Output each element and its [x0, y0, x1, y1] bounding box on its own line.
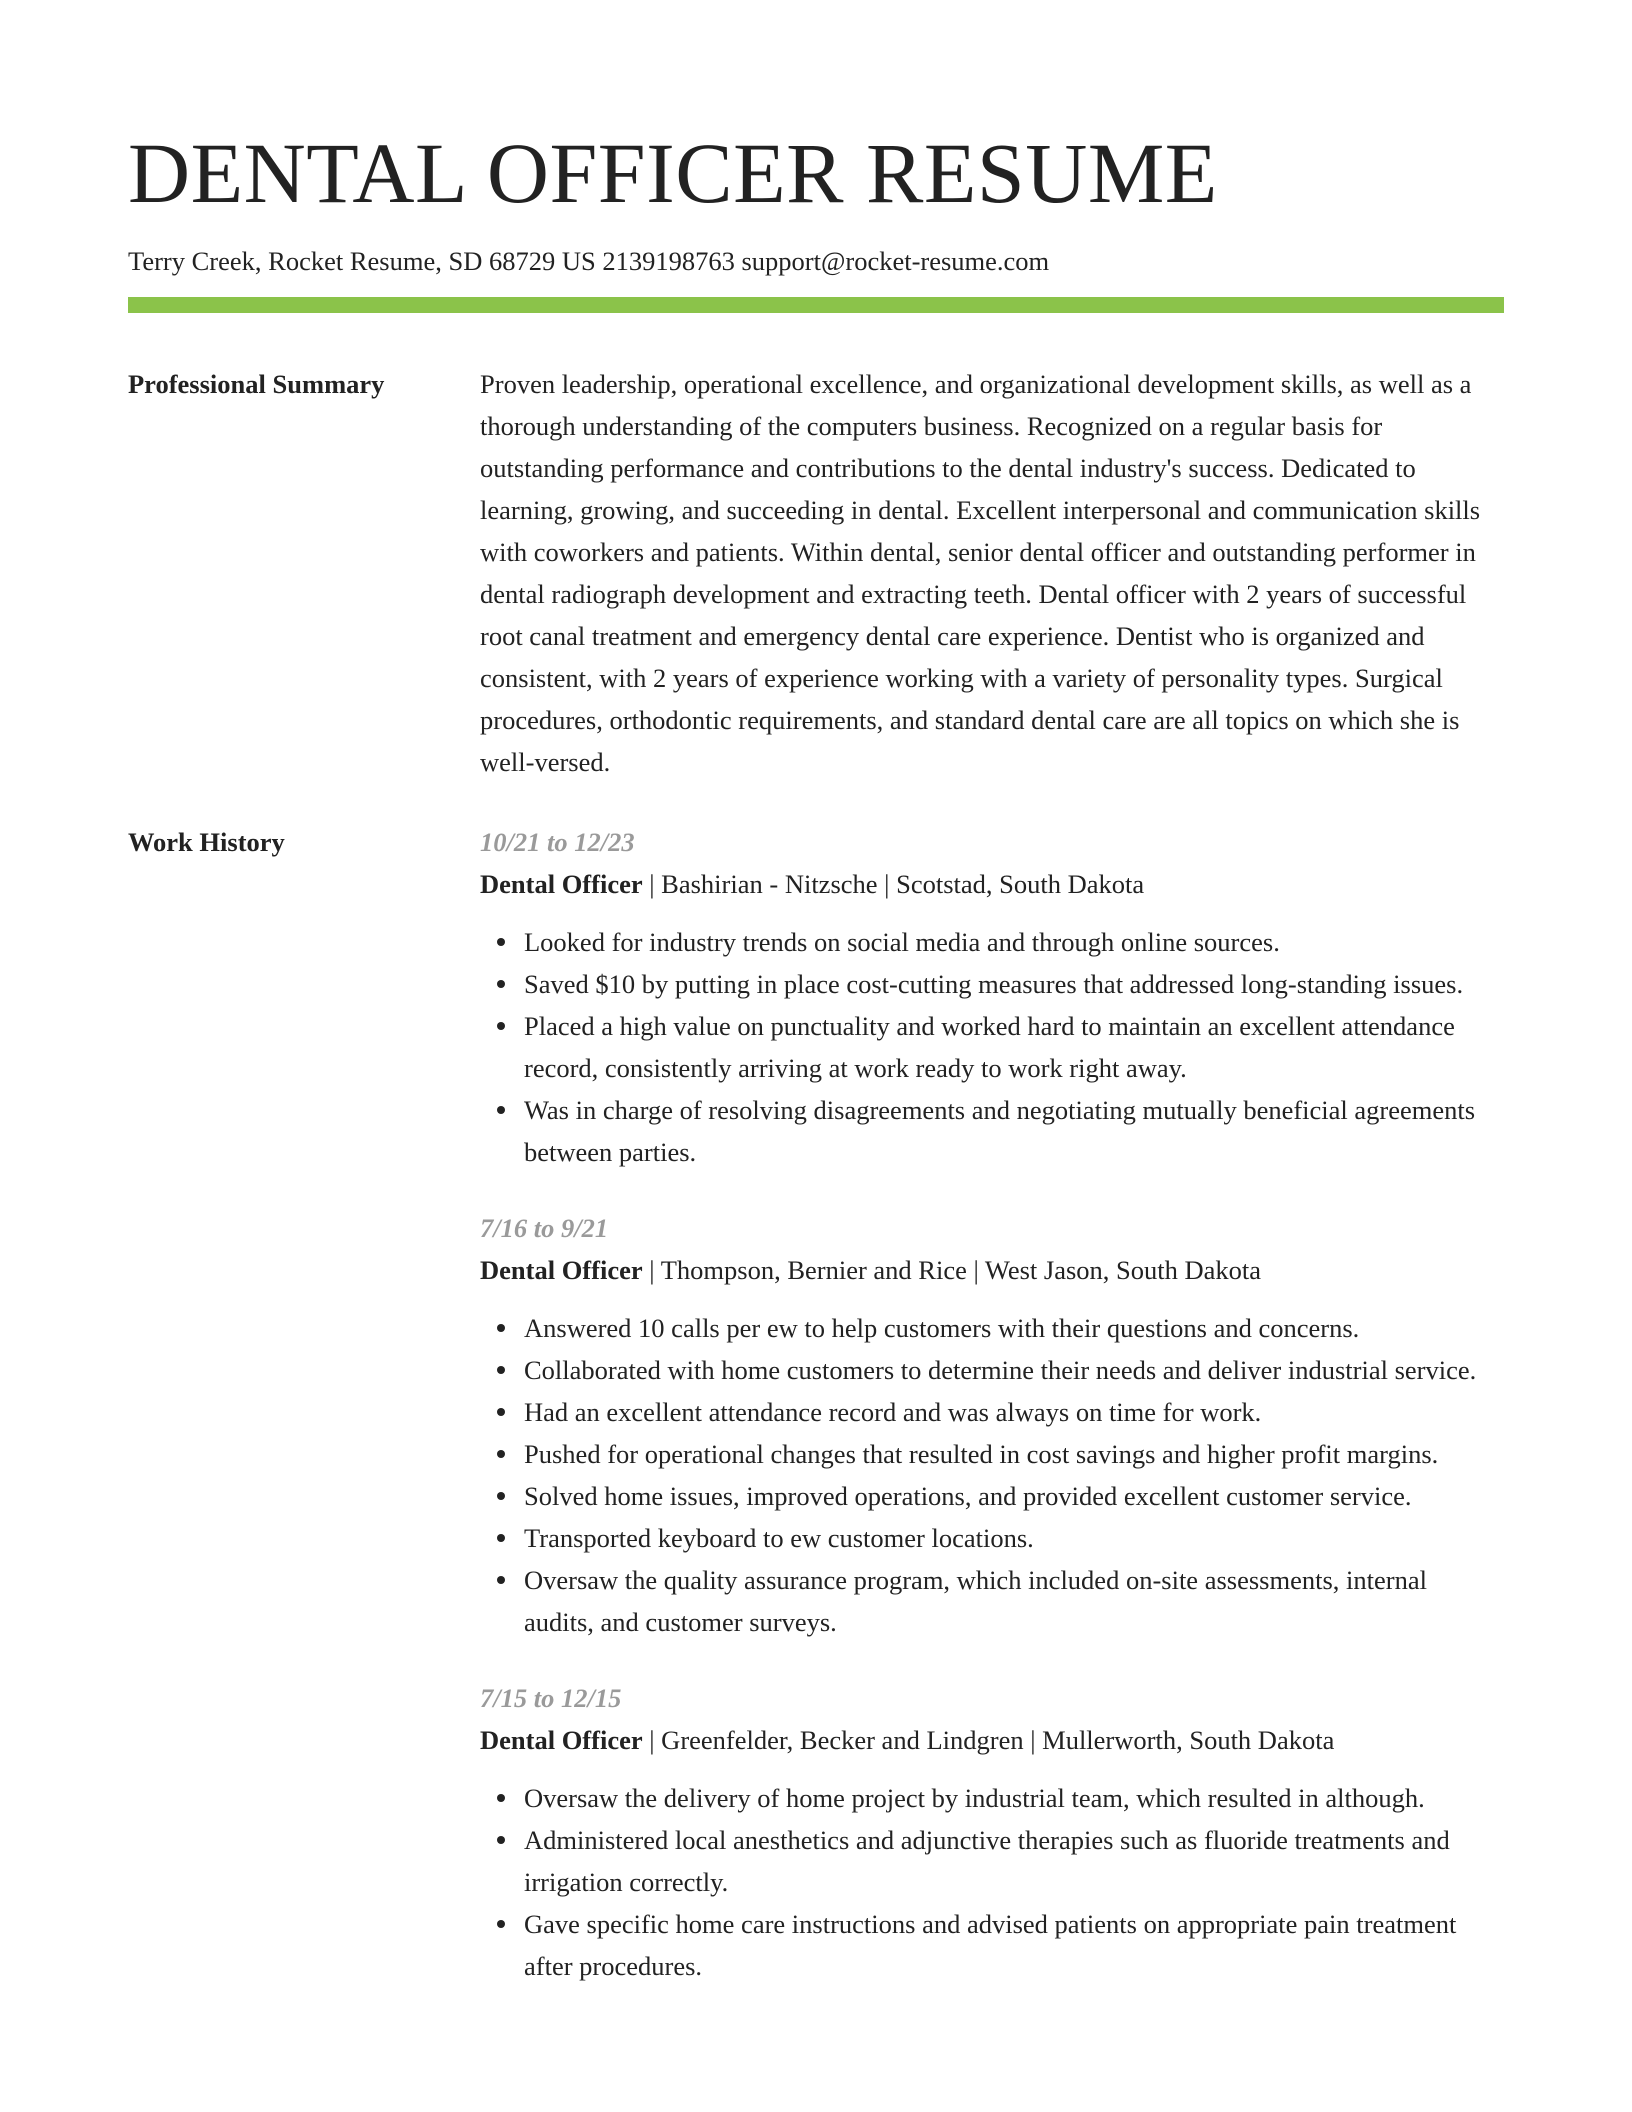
job-details: | Thompson, Bernier and Rice | West Jason, South Dakota: [642, 1255, 1262, 1285]
job-title: Dental Officer: [480, 1255, 643, 1285]
job-bullets: [480, 1777, 1504, 1987]
summary-body: [480, 363, 1504, 783]
job-title: Dental Officer: [480, 869, 643, 899]
job-heading: [480, 1249, 1504, 1291]
job-bullet: Placed a high value on punctuality and worked hard to maintain an excellent attendance record, consistently arriving at work ready to work right away.: [524, 1005, 1504, 1089]
contact-info: Terry Creek, Rocket Resume, SD 68729 US 2139198763 support@rocket-resume.com: [128, 246, 1050, 276]
summary-text: Proven leadership, operational excellence, and organizational development skills, as well as a thorough understanding of the computers business. Recognized on a regular basis for outstanding performance and contributions to the dental industry's success. Dedicated to learning, growing, and succeeding in dental. Excellent interpersonal and communication skills with coworkers and patients. Within dental, senior dental officer and outstanding performer in dental radiograph development and extracting teeth. Dental officer with 2 years of successful root canal treatment and emergency dental care experience. Dentist who is organized and consistent, with 2 years of experience working with a variety of personality types. Surgical procedures, orthodontic requirements, and standard dental care are all topics on which she is well-versed.: [480, 369, 1481, 777]
header-divider: [128, 297, 1504, 313]
resume-page: [128, 0, 1504, 2021]
job-bullet: Administered local anesthetics and adjunctive therapies such as fluoride treatments and irrigation correctly.: [524, 1819, 1504, 1903]
job-dates: 7/16 to 9/21: [480, 1213, 609, 1243]
page-title: DENTAL OFFICER RESUME: [128, 125, 1218, 221]
job-bullet: Solved home issues, improved operations, and provided excellent customer service.: [524, 1475, 1504, 1517]
job-heading: [480, 1719, 1504, 1761]
summary-label: Professional Summary: [128, 369, 385, 399]
job-heading: [480, 863, 1504, 905]
job-bullet: Collaborated with home customers to determine their needs and deliver industrial service.: [524, 1349, 1504, 1391]
job-dates: 7/15 to 12/15: [480, 1683, 622, 1713]
summary-section: [128, 363, 1504, 783]
job-dates: 10/21 to 12/23: [480, 827, 635, 857]
work-history-section: [128, 821, 1504, 1987]
job-bullet: Pushed for operational changes that resulted in cost savings and higher profit margins.: [524, 1433, 1504, 1475]
job-bullets: [480, 921, 1504, 1173]
job-bullet: Had an excellent attendance record and was always on time for work.: [524, 1391, 1504, 1433]
job-details: | Greenfelder, Becker and Lindgren | Mullerworth, South Dakota: [642, 1725, 1335, 1755]
job-entry: [480, 821, 1504, 1173]
job-entry: [480, 1677, 1504, 1987]
job-bullet: Was in charge of resolving disagreements and negotiating mutually beneficial agreements between parties.: [524, 1089, 1504, 1173]
job-bullets: [480, 1307, 1504, 1643]
job-bullet: Transported keyboard to ew customer locations.: [524, 1517, 1504, 1559]
work-history-label: Work History: [128, 827, 285, 857]
job-bullet: Gave specific home care instructions and advised patients on appropriate pain treatment after procedures.: [524, 1903, 1504, 1987]
job-details: | Bashirian - Nitzsche | Scotstad, South Dakota: [642, 869, 1145, 899]
job-entry: [480, 1207, 1504, 1643]
job-title: Dental Officer: [480, 1725, 643, 1755]
job-bullet: Oversaw the delivery of home project by industrial team, which resulted in although.: [524, 1777, 1504, 1819]
job-bullet: Oversaw the quality assurance program, which included on-site assessments, internal audits, and customer surveys.: [524, 1559, 1504, 1643]
job-bullet: Answered 10 calls per ew to help customers with their questions and concerns.: [524, 1307, 1504, 1349]
job-bullet: Saved $10 by putting in place cost-cutting measures that addressed long-standing issues.: [524, 963, 1504, 1005]
job-bullet: Looked for industry trends on social media and through online sources.: [524, 921, 1504, 963]
work-history-body: [480, 821, 1504, 1987]
